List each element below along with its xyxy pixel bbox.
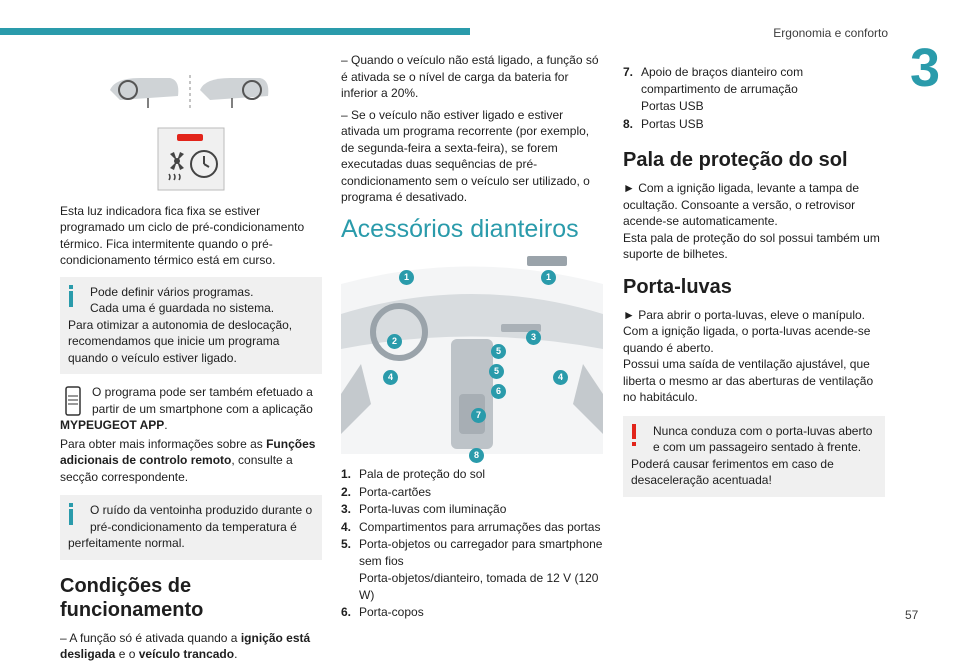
item-number: 2. [341, 484, 352, 499]
column-3 [623, 64, 885, 507]
list-item [341, 519, 603, 536]
warning-icon [629, 424, 639, 448]
column-1 [60, 70, 322, 668]
item-number: 7. [623, 65, 634, 79]
item-text: Porta-objetos/dianteiro, tomada de 12 V (120 W) [359, 571, 599, 602]
accessories-list-cont [623, 64, 885, 132]
page-number: 57 [905, 608, 919, 622]
smartphone-text: O programa pode ser também efetuado a partir de um smartphone com a aplicação [92, 385, 313, 416]
callout-marker: 4 [553, 370, 568, 385]
note-line: O ruído da ventoinha produzido durante o pré-condicionamento da temperatura é [90, 503, 313, 534]
list-item [341, 484, 603, 501]
callout-marker: 1 [541, 270, 556, 285]
list-item [341, 466, 603, 483]
list-item [623, 64, 885, 97]
warning-note [623, 416, 885, 497]
callout-marker: 6 [491, 384, 506, 399]
item-text: Pala de proteção do sol [359, 467, 486, 481]
callout-marker: 4 [383, 370, 398, 385]
glovebox-text-2: Com a ignição ligada, o porta-luvas acende-se quando é aberto. [623, 324, 871, 355]
condition-3: – Se o veículo não estiver ligado e estiver ativada um programa recorrente (por exemplo, de segunda-feira a sexta-feira), se forem executadas duas sequências de pré-condicionamento sem o veículo ser utilizado, o programa é desativado. [341, 107, 590, 204]
item-text: Portas USB [641, 116, 704, 131]
callout-marker: 1 [399, 270, 414, 285]
note-line: Cada uma é guardada no sistema. [90, 301, 275, 315]
sun-visor-heading: Pala de proteção do sol [623, 149, 848, 171]
item-text: Portas USB [641, 99, 704, 113]
item-text: Porta-copos [359, 605, 424, 619]
info-note-programs [60, 277, 322, 375]
indicator-light [177, 134, 203, 141]
item-number: 5. [341, 537, 352, 551]
item-number: 8. [623, 116, 634, 131]
warning-continuation: Poderá causar ferimentos em caso de desaceleração acentuada! [631, 456, 834, 487]
item-number: 1. [341, 467, 352, 481]
condition-text: – A função só é ativada quando a [60, 630, 241, 645]
accessories-heading: Acessórios dianteiros [341, 214, 579, 243]
note-continuation: perfeitamente normal. [68, 536, 185, 550]
item-text: Compartimentos para arrumações das portas [359, 519, 601, 534]
conditions-heading: Condições de funcionamento [60, 574, 204, 621]
callout-marker: 2 [387, 334, 402, 349]
item-text: Porta-cartões [359, 484, 432, 499]
callout-marker: 7 [471, 408, 486, 423]
glovebox-text-1: ► Para abrir o porta-luvas, eleve o manípulo. [623, 307, 865, 322]
callout-marker: 5 [489, 364, 504, 379]
condition-text: . [234, 647, 238, 661]
smartphone-note [60, 384, 322, 417]
glovebox-text-3: Possui uma saída de ventilação ajustável, que liberta o mesmo ar das aberturas de ventilação no habitáculo. [623, 357, 874, 404]
info-note-fan [60, 495, 322, 560]
glovebox-heading: Porta-luvas [623, 275, 732, 298]
indicator-text: Esta luz indicadora fica fixa se estiver programado um ciclo de pré-condicionamento térmico. Fica intermitente quando o pré-condicionamento térmico está em curso. [60, 203, 305, 267]
list-item [341, 501, 603, 518]
item-number: 6. [341, 605, 352, 619]
item-text: Porta-objetos ou carregador para smartphone sem fios [359, 537, 603, 568]
column-2 [341, 52, 603, 622]
remote-control-link-text: Funções adicionais de controlo remoto [60, 436, 316, 467]
item-number: 3. [341, 502, 352, 516]
callout-marker: 3 [526, 330, 541, 345]
sun-visor-text: ► Com a ignição ligada, levante a tampa de ocultação. Consoante a versão, o retrovisor acende-se automaticamente. [623, 181, 860, 228]
callout-layer [341, 262, 603, 462]
condition-text: e o [115, 647, 139, 661]
accessories-list [341, 466, 603, 621]
smartphone-icon [62, 386, 84, 416]
chapter-number: 3 [909, 38, 941, 98]
period: . [164, 418, 168, 432]
list-item [341, 570, 603, 603]
item-text: Apoio de braços dianteiro com compartimento de arrumação [641, 65, 804, 96]
condition-bold: veículo trancado [138, 647, 235, 661]
callout-marker: 5 [491, 344, 506, 359]
list-item [341, 604, 603, 621]
item-number: 4. [341, 519, 352, 534]
condition-2: – Quando o veículo não está ligado, a função só é ativada se o nível de carga da bateria for inferior a 20%. [341, 53, 599, 100]
left-dashboard-shape [110, 78, 178, 100]
preconditioning-illustration [60, 70, 322, 196]
app-name: MYPEUGEOT APP [60, 418, 165, 432]
more-info-end: , consulte a secção correspondente. [60, 453, 293, 484]
condition-bold: ignição está desligada [60, 630, 311, 661]
section-title: Ergonomia e conforto [773, 26, 888, 40]
callout-marker: 8 [469, 448, 484, 463]
note-continuation: Para otimizar a autonomia de deslocação, recomendamos que inicie um programa quando o veículo estiver ligado. [68, 317, 293, 365]
list-item [623, 98, 885, 115]
list-item [341, 536, 603, 569]
warning-line: Nunca conduza com o porta-luvas aberto e com um passageiro sentado à frente. [653, 423, 873, 454]
more-info-text: Para obter mais informações sobre as [60, 436, 267, 451]
info-icon [66, 503, 76, 525]
item-text: Porta-luvas com iluminação [359, 502, 507, 516]
note-line: Pode definir vários programas. [90, 284, 254, 299]
info-icon [66, 285, 76, 307]
list-item [623, 116, 885, 133]
sun-visor-text-2: Esta pala de proteção do sol possui também um suporte de bilhetes. [623, 230, 880, 261]
